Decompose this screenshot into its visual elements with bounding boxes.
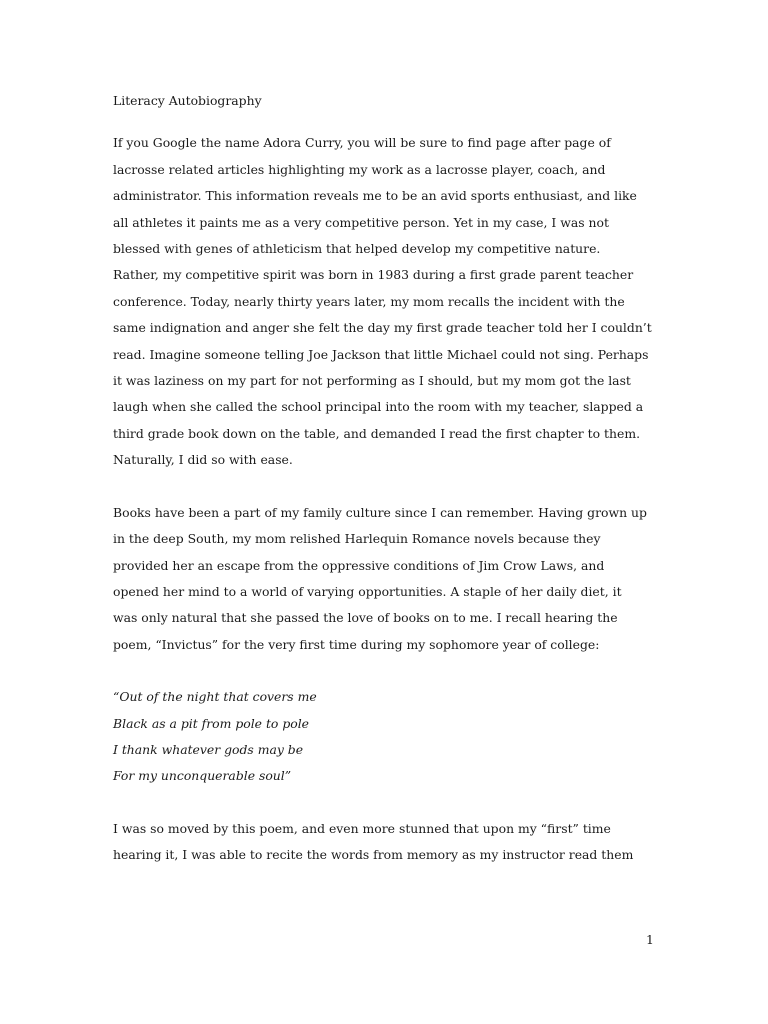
paragraph-1 — [113, 130, 658, 473]
paragraph-2 — [113, 500, 658, 658]
text-line: in the deep South, my mom relished Harlequin Romance novels because they — [113, 531, 601, 547]
poem-line: For my unconquerable soul” — [113, 768, 292, 784]
text-line: Naturally, I did so with ease. — [113, 452, 293, 468]
poem-line: I thank whatever gods may be — [113, 741, 304, 757]
text-line: all athletes it paints me as a very competitive person. Yet in my case, I was not — [113, 214, 609, 230]
text-line: I was so moved by this poem, and even more stunned that upon my “first” time — [113, 820, 611, 836]
document-body — [113, 88, 658, 895]
text-line: poem, “Invictus” for the very first time during my sophomore year of college: — [113, 636, 600, 652]
text-line: blessed with genes of athleticism that helped develop my competitive nature. — [113, 241, 601, 257]
text-line: hearing it, I was able to recite the words from memory as my instructor read them — [113, 847, 634, 863]
poem-line: Black as a pit from pole to pole — [113, 715, 310, 731]
text-line: was only natural that she passed the love of books on to me. I recall hearing the — [113, 610, 618, 626]
text-line: read. Imagine someone telling Joe Jackson that little Michael could not sing. Perhaps — [113, 346, 649, 362]
text-line: opened her mind to a world of varying opportunities. A staple of her daily diet, it — [113, 583, 622, 599]
text-line: If you Google the name Adora Curry, you will be sure to find page after page of — [113, 135, 611, 151]
text-line: third grade book down on the table, and demanded I read the first chapter to them. — [113, 425, 641, 441]
poem-quote — [113, 684, 658, 790]
text-line: conference. Today, nearly thirty years later, my mom recalls the incident with the — [113, 293, 625, 309]
text-line: laugh when she called the school principal into the room with my teacher, slapped a — [113, 399, 644, 415]
text-line: provided her an escape from the oppressive conditions of Jim Crow Laws, and — [113, 557, 605, 573]
paragraph-3 — [113, 816, 658, 869]
text-line: administrator. This information reveals me to be an avid sports enthusiast, and like — [113, 188, 637, 204]
poem-line: “Out of the night that covers me — [113, 689, 317, 705]
text-line: Books have been a part of my family culture since I can remember. Having grown up — [113, 504, 647, 520]
text-line: same indignation and anger she felt the day my first grade teacher told her I couldn’t — [113, 320, 652, 336]
document-title: Literacy Autobiography — [113, 93, 262, 108]
text-line: Rather, my competitive spirit was born in 1983 during a first grade parent teacher — [113, 267, 634, 283]
text-line: it was laziness on my part for not performing as I should, but my mom got the last — [113, 373, 631, 389]
page-number: 1 — [646, 932, 654, 947]
text-line: lacrosse related articles highlighting my work as a lacrosse player, coach, and — [113, 161, 606, 177]
